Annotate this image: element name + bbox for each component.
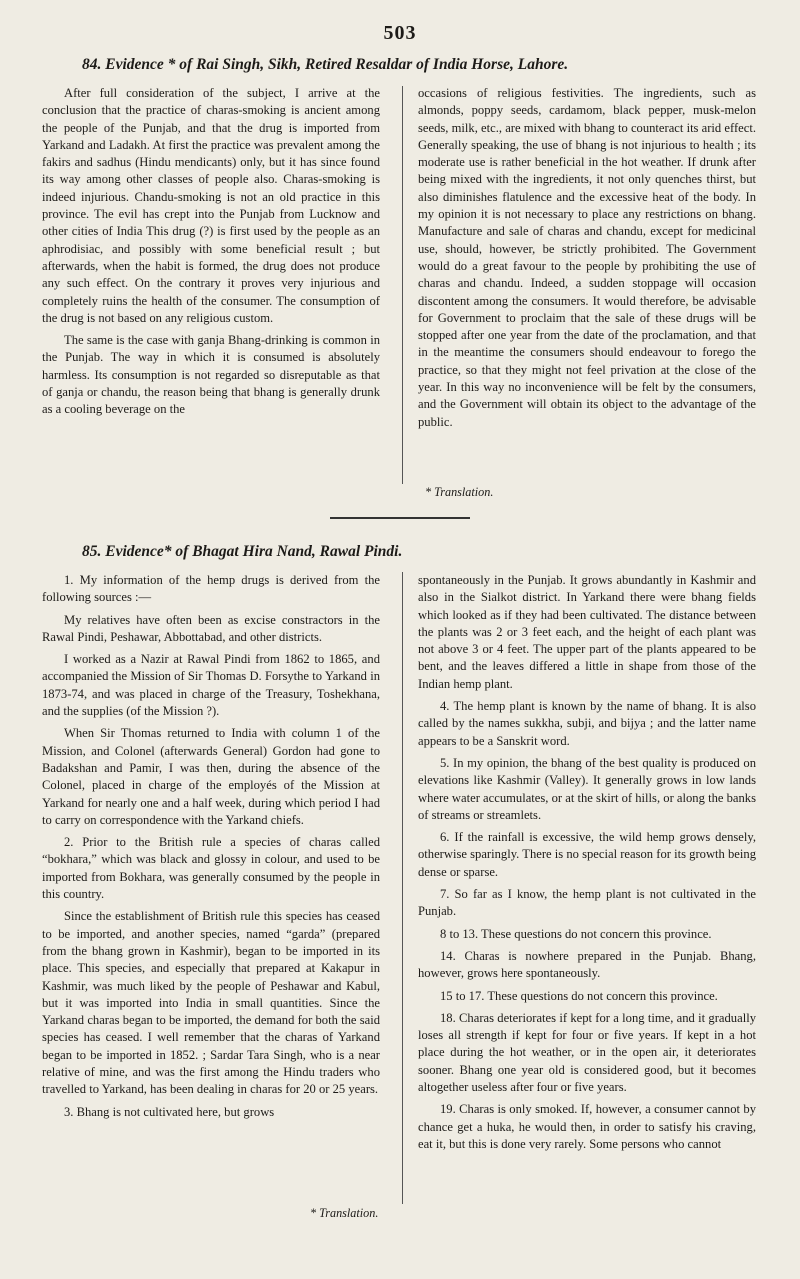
paragraph: 4. The hemp plant is known by the name of bhang. It is also called by the names sukkha, subji, and bijya ; and the latter name appears to be a Sanskrit word. xyxy=(418,699,756,748)
paragraph: Since the establishment of British rule this species has ceased to be imported, and another species, named “garda” (prepared from the bhang grown in Kashmir), began to be imported in its place. This species, and especially that prepared at Kakapur in Kashmir, was much liked by the people of Peshawar and Kabul, but it was imported into India in small quantities. Since the Yarkand charas began to be imported, the demand for both the said species has ceased. I well remember that the charas of Yarkand began to be imported in 1852. ; Sardar Tara Singh, who is a near relative of mine, and was the first among the Hindu traders who travelled to Yarkand, has been dealing in charas for 20 or 25 years. xyxy=(42,909,380,1097)
column-divider xyxy=(402,572,403,1204)
paragraph: 14. Charas is nowhere prepared in the Punjab. Bhang, however, grows here spontaneously. xyxy=(418,948,756,981)
paragraph: 5. In my opinion, the bhang of the best quality is produced on elevations like Kashmir (Valley). It generally grows in low lands where water accumulates, or at the skirt of hills, or along the banks of streams or streamlets. xyxy=(418,755,756,822)
paragraph: spontaneously in the Punjab. It grows abundantly in Kashmir and also in the Sialkot district. In Yarkand there were bhang fields which looked as if they had been cultivated. The distance between the plants was 2 or 3 feet each, and the height of each plant was not above 3 or 4 feet. The upper part of the plants appeared to be bent, and the leaves differed a little in shape from those of the Indian hemp plant. xyxy=(418,573,756,691)
paragraph: occasions of religious festivities. The ingredients, such as almonds, poppy seeds, cardamom, black pepper, musk-melon seeds, milk, etc., are mixed with bhang to counteract its arid effect. Generally speaking, the use of bhang is not injurious to health ; its moderate use is rather beneficial in the hot weather. If drunk after being mixed with the ingredients, it not only quenches thirst, but also diminishes flatulence and the excessive heat of the body. In my opinion it is not necessary to place any restrictions on bhang. Manufacture and sale of charas and chandu, except for medicinal use, should, however, be strictly prohibited. The Government would do a great favour to the people by prohibiting the use of charas and chandu. Indeed, a sudden stoppage will occasion discontent among the consumers. It would therefore, be advisable for Government to proclaim that the sale of these drugs will be stopped after one year from the date of the proclamation, and that in the meantime the consumers should endeavour to forego the practice, so that they might not feel privation at the close of the year. In this way no inconvenience will be felt by the consumers, and the Government will obtain its object to the advantage of the public. xyxy=(418,86,756,429)
paragraph: My relatives have often been as excise constractors in the Rawal Pindi, Peshawar, Abbottabad, and other districts. xyxy=(42,612,380,644)
text-column-left xyxy=(42,85,380,424)
paragraph: 7. So far as I know, the hemp plant is not cultivated in the Punjab. xyxy=(418,887,756,919)
text-column-right xyxy=(418,85,756,436)
section-heading: 85. Evidence* of Bhagat Hira Nand, Rawal Pindi. xyxy=(82,543,403,560)
paragraph: 8 to 13. These questions do not concern this province. xyxy=(440,926,712,941)
paragraph: 18. Charas deteriorates if kept for a long time, and it gradually loses all strength if kept for four or five years. If kept in a hot place during the hot weather, or in the open air, it deteriorates sooner. Bhang one year old is considered good, but it becomes altogether useless after four or five years. xyxy=(418,1010,756,1095)
footnote: * Translation. xyxy=(425,485,494,499)
paragraph: 15 to 17. These questions do not concern this province. xyxy=(440,988,718,1003)
paragraph: 1. My information of the hemp drugs is derived from the following sources :— xyxy=(42,573,380,605)
paragraph: When Sir Thomas returned to India with column 1 of the Mission, and Colonel (afterwards General) Gordon had gone to Badakshan and Pamir, I was then, during the absence of the Colonel, placed in charge of the employés of the Mission at Yarkand for nearly one and a half week, during which period I had to carry on correspondence with the Yarkand chiefs. xyxy=(42,726,380,827)
paragraph: After full consideration of the subject, I arrive at the conclusion that the practice of charas-smoking is ancient among the people of the Punjab, and that the drug is imported from Yarkand and Ladakh. At first the practice was prevalent among the fakirs and sadhus (Hindu mendicants) only, but it has since found its way among other classes of people also. Charas-smoking is indeed injurious. Chandu-smoking is not an old practice in this province. The evil has crept into the Punjab from Lucknow and other cities of India This drug (?) is first used by the people as an aphrodisiac, and possibly with some beneficial result ; but afterwards, when the habit is formed, the drug does not produce any such effect. On the contrary it proves very injurious and completely ruins the health of the consumer. The consumption of the drug is not based on any religious custom. xyxy=(42,86,380,325)
section-heading: 84. Evidence * of Rai Singh, Sikh, Retired Resaldar of India Horse, Lahore. xyxy=(82,56,569,73)
text-column-right xyxy=(418,572,756,1158)
paragraph: 19. Charas is only smoked. If, however, a consumer cannot by chance get a huka, he would then, in order to satisfy his craving, eat it, but this is done very rarely. Some persons who cannot xyxy=(418,1102,756,1151)
paragraph: 2. Prior to the British rule a species of charas called “bokhara,” which was black and glossy in colour, and used to be imported from Bokhara, was generally consumed by the people in this country. xyxy=(42,835,380,902)
paragraph: 6. If the rainfall is excessive, the wild hemp grows densely, otherwise sparingly. There is no special reason for its growth being dense or sparse. xyxy=(418,830,756,879)
paragraph: The same is the case with ganja Bhang-drinking is common in the Punjab. The way in which it is consumed is absolutely harmless. Its consumption is not regarded so disreputable as that of ganja or chandu, the reason being that bhang is generally drunk as a cooling beverage on the xyxy=(42,333,380,417)
column-divider xyxy=(402,86,403,484)
section-divider xyxy=(330,517,470,519)
paragraph: I worked as a Nazir at Rawal Pindi from 1862 to 1865, and accompanied the Mission of Sir Thomas D. Forsythe to Yarkand in 1873-74, and was placed in charge of the Treasury, Toshekhana, and the supplies (of the Mission ?). xyxy=(42,652,380,719)
paragraph: 3. Bhang is not cultivated here, but grows xyxy=(64,1104,275,1119)
footnote: * Translation. xyxy=(310,1206,379,1220)
page-number: 503 xyxy=(383,22,417,44)
text-column-left xyxy=(42,572,380,1126)
